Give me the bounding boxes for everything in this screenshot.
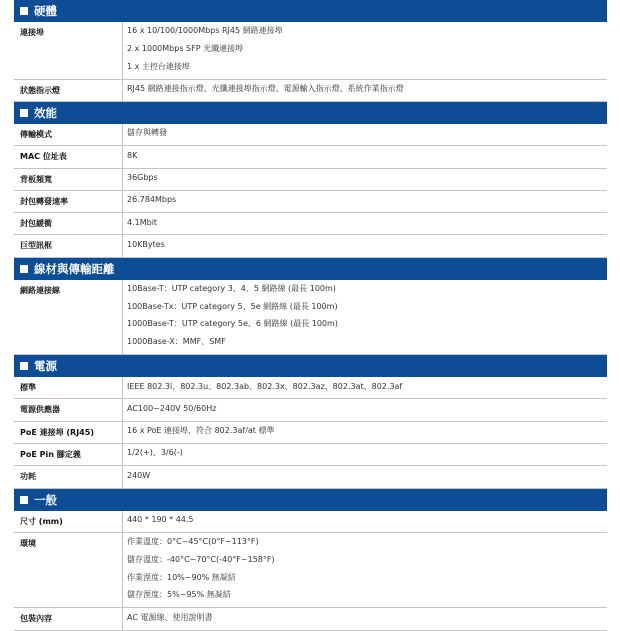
section-title: 電源 <box>34 359 57 374</box>
spec-label: 包裝內容 <box>20 614 52 624</box>
square-bullet-icon <box>20 7 28 15</box>
spec-label: 網路連接線 <box>20 285 60 295</box>
section-title: 線材與傳輸距離 <box>34 261 115 276</box>
spec-row <box>14 124 607 146</box>
spec-label: MAC 位址表 <box>20 152 67 162</box>
spec-label: 狀態指示燈 <box>20 85 60 95</box>
spec-value-line: RJ45 網路連接指示燈、光纖連接埠指示燈、電源輸入指示燈、系統作業指示燈 <box>127 84 404 94</box>
spec-value <box>122 444 607 465</box>
spec-label: 功耗 <box>20 472 36 482</box>
spec-value-line: AC100~240V 50/60Hz <box>127 403 217 413</box>
spec-value <box>122 511 607 532</box>
spec-value-line: 1/2(+)、3/6(-) <box>127 448 183 458</box>
spec-row <box>14 377 607 399</box>
section-title: 效能 <box>34 105 57 120</box>
spec-value <box>122 466 607 487</box>
spec-label: 環境 <box>20 538 36 548</box>
spec-value-line: 儲存溫度：-40°C~70°C(-40°F~158°F) <box>127 554 275 564</box>
spec-value-line: AC 電源線、使用說明書 <box>127 612 213 622</box>
spec-label: 電源供應器 <box>20 405 60 415</box>
spec-row <box>14 80 607 102</box>
spec-value <box>122 191 607 212</box>
spec-value <box>122 608 607 629</box>
spec-value-line: 240W <box>127 470 151 480</box>
spec-value <box>122 399 607 420</box>
spec-label: 封包轉發速率 <box>20 196 68 206</box>
spec-label: PoE 連接埠 (RJ45) <box>20 427 94 437</box>
square-bullet-icon <box>20 362 28 370</box>
spec-value-line: 1000Base-T：UTP category 5e、6 網路線 (最長 100m) <box>127 319 338 329</box>
section-header <box>14 102 607 124</box>
spec-label: 尺寸 (mm) <box>20 516 63 526</box>
spec-value-line: 作業溫度：0°C~45°C(0°F~113°F) <box>127 537 259 547</box>
spec-value-line: 4.1Mbit <box>127 217 158 227</box>
square-bullet-icon <box>20 265 28 273</box>
spec-value-line: 1 x 主控台連接埠 <box>127 61 190 71</box>
spec-label: 背板頻寬 <box>20 174 52 184</box>
spec-value-line: 26.784Mbps <box>127 195 177 205</box>
section-title: 硬體 <box>34 4 57 18</box>
spec-value <box>122 280 607 354</box>
spec-row <box>14 533 607 608</box>
spec-row <box>14 191 607 213</box>
spec-row <box>14 399 607 421</box>
section-title: 一般 <box>34 492 57 507</box>
square-bullet-icon <box>20 109 28 117</box>
spec-value <box>122 22 607 79</box>
spec-value <box>122 213 607 234</box>
spec-row <box>14 146 607 168</box>
spec-label: 巨型訊框 <box>20 241 52 251</box>
spec-value-line: 儲存與轉發 <box>127 128 167 138</box>
spec-label: 連接埠 <box>20 28 44 37</box>
spec-label: PoE Pin 腳定義 <box>20 450 81 460</box>
spec-row <box>14 608 607 630</box>
spec-row <box>14 511 607 533</box>
spec-value-line: 1000Base-X：MMF、SMF <box>127 337 226 347</box>
spec-label: 傳輸模式 <box>20 129 52 139</box>
spec-value <box>122 533 607 607</box>
spec-row <box>14 22 607 80</box>
section-header <box>14 258 607 280</box>
spec-value-line: IEEE 802.3i、802.3u、802.3ab、802.3x、802.3az、802.3at、802.3af <box>127 381 403 391</box>
spec-row <box>14 466 607 488</box>
spec-value-line: 36Gbps <box>127 172 158 182</box>
spec-table <box>14 0 607 631</box>
spec-value-line: 作業溼度：10%~90% 無凝結 <box>127 572 236 582</box>
spec-row <box>14 235 607 257</box>
spec-value <box>122 377 607 398</box>
spec-label: 封包緩衝 <box>20 219 52 229</box>
spec-row <box>14 422 607 444</box>
spec-value-line: 16 x 10/100/1000Mbps RJ45 網路連接埠 <box>127 26 283 36</box>
section-header <box>14 355 607 377</box>
spec-value <box>122 169 607 190</box>
spec-value-line: 16 x PoE 連接埠，符合 802.3af/at 標準 <box>127 426 275 436</box>
spec-value-line: 儲存溼度：5%~95% 無凝結 <box>127 590 231 600</box>
section-header <box>14 489 607 511</box>
spec-row <box>14 444 607 466</box>
spec-value-line: 10Base-T：UTP category 3、4、5 網路線 (最長 100m) <box>127 284 336 294</box>
spec-value-line: 100Base-Tx：UTP category 5、5e 網路線 (最長 100m) <box>127 301 338 311</box>
spec-label: 標準 <box>20 383 36 393</box>
spec-value-line: 2 x 1000Mbps SFP 光纖連接埠 <box>127 44 244 54</box>
section-header <box>14 0 607 22</box>
square-bullet-icon <box>20 496 28 504</box>
spec-value-line: 440 * 190 * 44.5 <box>127 514 194 524</box>
spec-value <box>122 422 607 443</box>
spec-value-line: 8K <box>127 150 138 160</box>
spec-value <box>122 80 607 101</box>
spec-value <box>122 124 607 145</box>
spec-row <box>14 213 607 235</box>
spec-row <box>14 280 607 355</box>
spec-value-line: 10KBytes <box>127 239 165 249</box>
spec-value <box>122 146 607 167</box>
spec-row <box>14 169 607 191</box>
spec-value <box>122 235 607 256</box>
